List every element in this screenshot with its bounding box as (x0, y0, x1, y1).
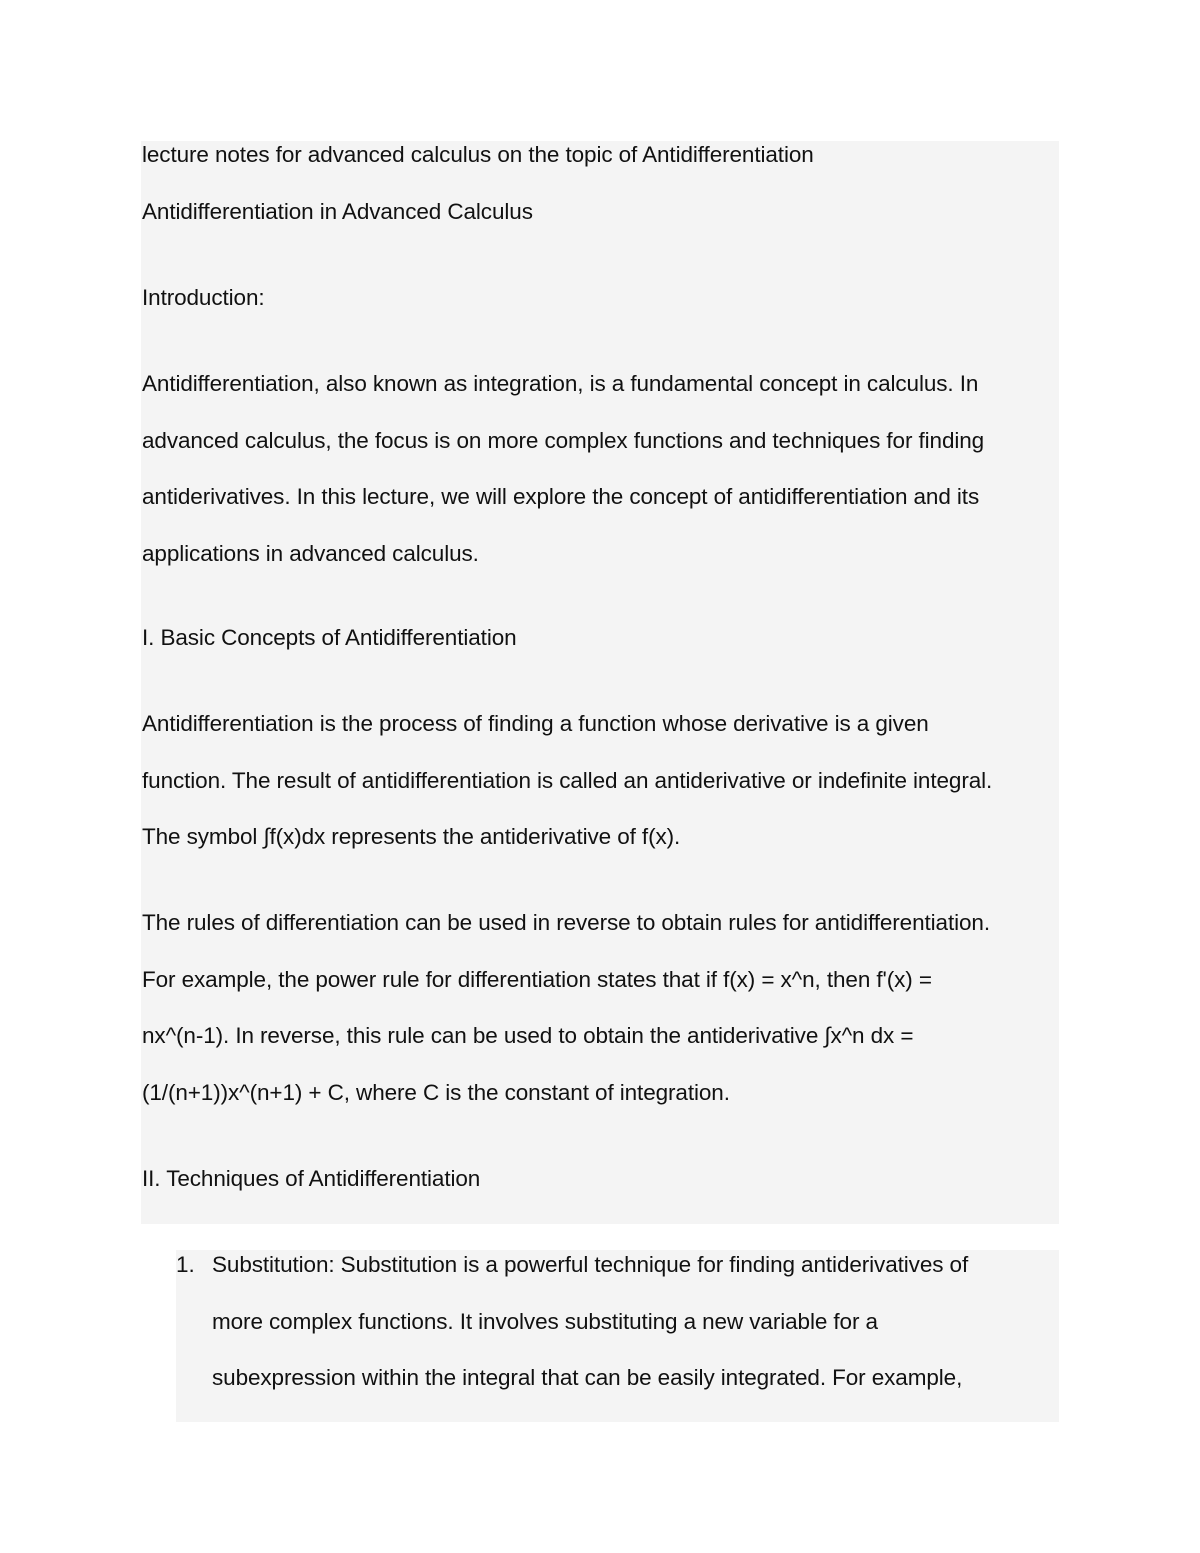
intro-paragraph-line: advanced calculus, the focus is on more complex functions and techniques for finding (142, 428, 985, 453)
intro-label: Introduction: (142, 285, 265, 310)
list-item-number: 1. (176, 1252, 195, 1277)
intro-paragraph-line: antiderivatives. In this lecture, we will explore the concept of antidifferentiation and its (142, 484, 980, 509)
section2-heading: II. Techniques of Antidifferentiation (142, 1166, 481, 1191)
list-item-line: more complex functions. It involves substituting a new variable for a (212, 1309, 878, 1334)
section1-paragraph1-line: function. The result of antidifferentiation is called an antiderivative or indefinite integral. (142, 768, 993, 793)
section1-paragraph2-line: For example, the power rule for differentiation states that if f(x) = x^n, then f'(x) = (142, 967, 932, 992)
section1-paragraph1-line: The symbol ∫f(x)dx represents the antiderivative of f(x). (142, 824, 681, 849)
intro-paragraph-line: Antidifferentiation, also known as integration, is a fundamental concept in calculus. In (142, 371, 979, 396)
text-highlight-block (141, 141, 1059, 1224)
list-item-line: Substitution: Substitution is a powerful technique for finding antiderivatives of (212, 1252, 969, 1277)
section1-paragraph2-line: (1/(n+1))x^(n+1) + C, where C is the constant of integration. (142, 1080, 730, 1105)
intro-paragraph-line: applications in advanced calculus. (142, 541, 479, 566)
page-heading: Antidifferentiation in Advanced Calculus (142, 199, 533, 224)
title-line: lecture notes for advanced calculus on the topic of Antidifferentiation (142, 142, 814, 167)
section1-paragraph1-line: Antidifferentiation is the process of finding a function whose derivative is a given (142, 711, 929, 736)
section1-heading: I. Basic Concepts of Antidifferentiation (142, 625, 517, 650)
list-item-line: subexpression within the integral that can be easily integrated. For example, (212, 1365, 963, 1390)
section1-paragraph2-line: The rules of differentiation can be used in reverse to obtain rules for antidifferentiation. (142, 910, 990, 935)
section1-paragraph2-line: nx^(n-1). In reverse, this rule can be used to obtain the antiderivative ∫x^n dx = (142, 1023, 914, 1048)
